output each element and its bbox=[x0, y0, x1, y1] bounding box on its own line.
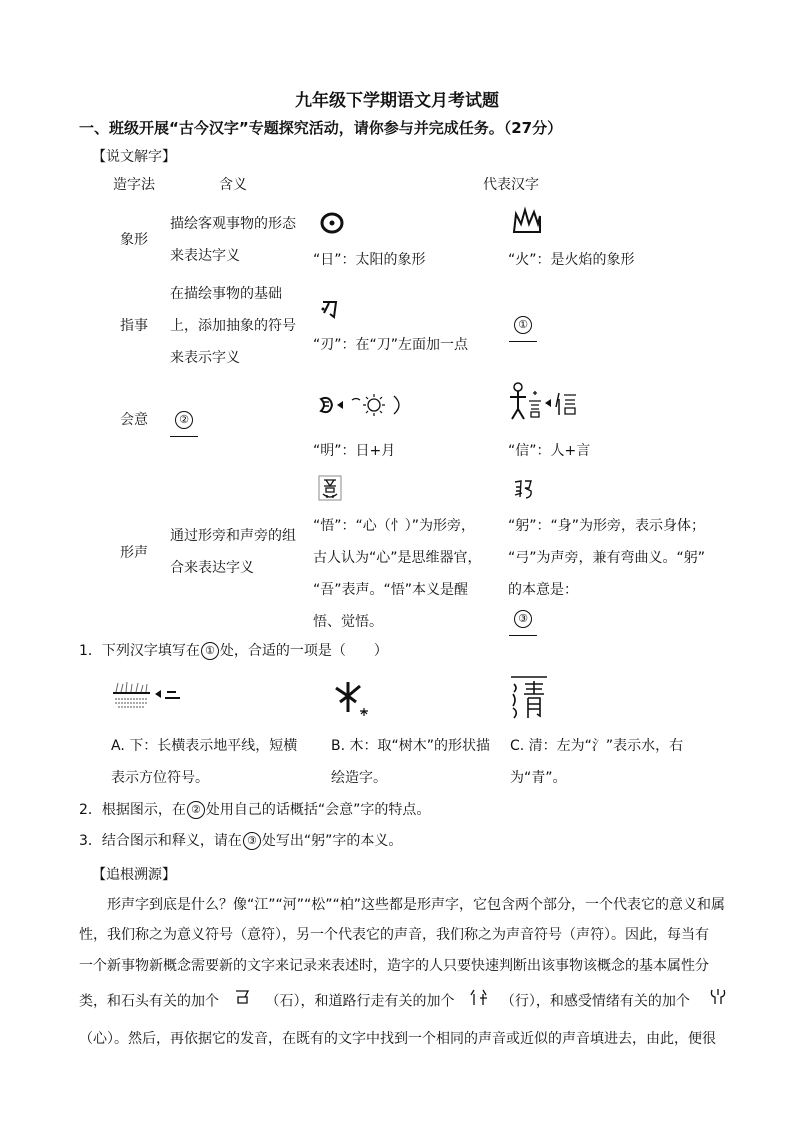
sun-glyph-icon bbox=[319, 210, 345, 236]
tag-zhuigen: 【追根溯源】 bbox=[92, 867, 176, 883]
person-speech-glyph-icon bbox=[507, 381, 583, 421]
heart-radical-glyph-icon bbox=[708, 986, 728, 1006]
blank-3: ③ bbox=[509, 603, 537, 636]
tag-shuowen: 【说文解字】 bbox=[92, 149, 176, 165]
row-method-huiyi: 会意 bbox=[120, 412, 148, 428]
wu-seal-glyph-icon bbox=[317, 474, 343, 502]
row-meaning-xingsheng: 通过形旁和声旁的组 合来表达字义 bbox=[170, 528, 296, 576]
page-title: 九年级下学期语文月考试题 bbox=[295, 91, 499, 111]
blade-glyph-icon bbox=[319, 297, 341, 321]
moon-sun-glyph-icon bbox=[316, 390, 406, 420]
blank-1: ① bbox=[509, 309, 537, 342]
example-ming: “明”：日+月 bbox=[313, 443, 396, 459]
header-example: 代表汉字 bbox=[483, 177, 539, 193]
row-method-xiangxing: 象形 bbox=[120, 232, 148, 248]
header-meaning: 含义 bbox=[219, 177, 247, 193]
section-heading: 一、班级开展“古今汉字”专题探究活动，请你参与并完成任务。（27分） bbox=[79, 119, 563, 137]
blank-2: ② bbox=[170, 404, 198, 437]
option-a: A. 下：长横表示地平线，短横 表示方位符号。 bbox=[111, 738, 298, 786]
question-3: 3．结合图示和释义，请在 ③ 处写出“躬”字的本义。 bbox=[79, 833, 403, 849]
stone-radical-glyph-icon bbox=[233, 988, 251, 1006]
header-method: 造字法 bbox=[113, 177, 155, 193]
para-line-5: （心）。然后，再依据它的发音，在既有的文字中找到一个相同的声音或近似的声音填进去，由此，便很 bbox=[79, 1031, 716, 1047]
example-huo: “火”：是火焰的象形 bbox=[508, 252, 635, 268]
para-line-3: 一个新事物新概念需要新的文字来记录来表述时，造字的人只要快速判断出该事物该概念的基本属性分 bbox=[79, 958, 709, 974]
example-xin: “信”：人+言 bbox=[508, 443, 591, 459]
mu-glyph-icon bbox=[333, 678, 373, 718]
question-1: 1．下列汉字填写在 ① 处，合适的一项是（ ） bbox=[79, 643, 388, 659]
example-ren: “刃”：在“刀”左面加一点 bbox=[313, 337, 469, 353]
row-meaning-zhishi: 在描绘事物的基础 上，添加抽象的符号 来表示字义 bbox=[170, 286, 296, 366]
row-meaning-xiangxing: 描绘客观事物的形态 来表达字义 bbox=[170, 216, 296, 264]
gong-seal-glyph-icon bbox=[512, 477, 534, 501]
fire-glyph-icon bbox=[512, 206, 542, 234]
option-c: C. 清：左为“氵”表示水，右 为“青”。 bbox=[510, 738, 684, 786]
qing-glyph-icon bbox=[509, 674, 549, 720]
para-line-2: 性，我们称之为意义符号（意符），另一个代表它的声音，我们称之为声音符号（声符）。因此，每当有 bbox=[79, 927, 709, 943]
walk-radical-glyph-icon bbox=[469, 988, 489, 1006]
question-2: 2．根据图示，在 ② 处用自己的话概括“会意”字的特点。 bbox=[79, 802, 431, 818]
example-ri: “日”：太阳的象形 bbox=[313, 252, 426, 268]
row-method-xingsheng: 形声 bbox=[120, 545, 148, 561]
xia-glyph-icon bbox=[110, 679, 185, 715]
para-line-4: 类，和石头有关的加个 （石），和道路行走有关的加个 （行），和感受情绪有关的加个 bbox=[79, 986, 736, 1017]
row-method-zhishi: 指事 bbox=[120, 318, 148, 334]
para-line-1: 形声字到底是什么？像“江”“河”“松”“柏”这些都是形声字，它包含两个部分，一个代表它的意义和属 bbox=[107, 897, 726, 913]
example-wu: “悟”：“心（忄）”为形旁， 古人认为“心”是思维器官， “吾”表声。“悟”本义是醒 悟、觉悟。 bbox=[313, 518, 482, 630]
option-b: B. 木：取“树木”的形状描 绘造字。 bbox=[331, 738, 491, 786]
example-gong: “躬”：“身”为形旁，表示身体； “弓”为声旁，兼有弯曲义。“躬” 的本意是： bbox=[508, 518, 706, 598]
